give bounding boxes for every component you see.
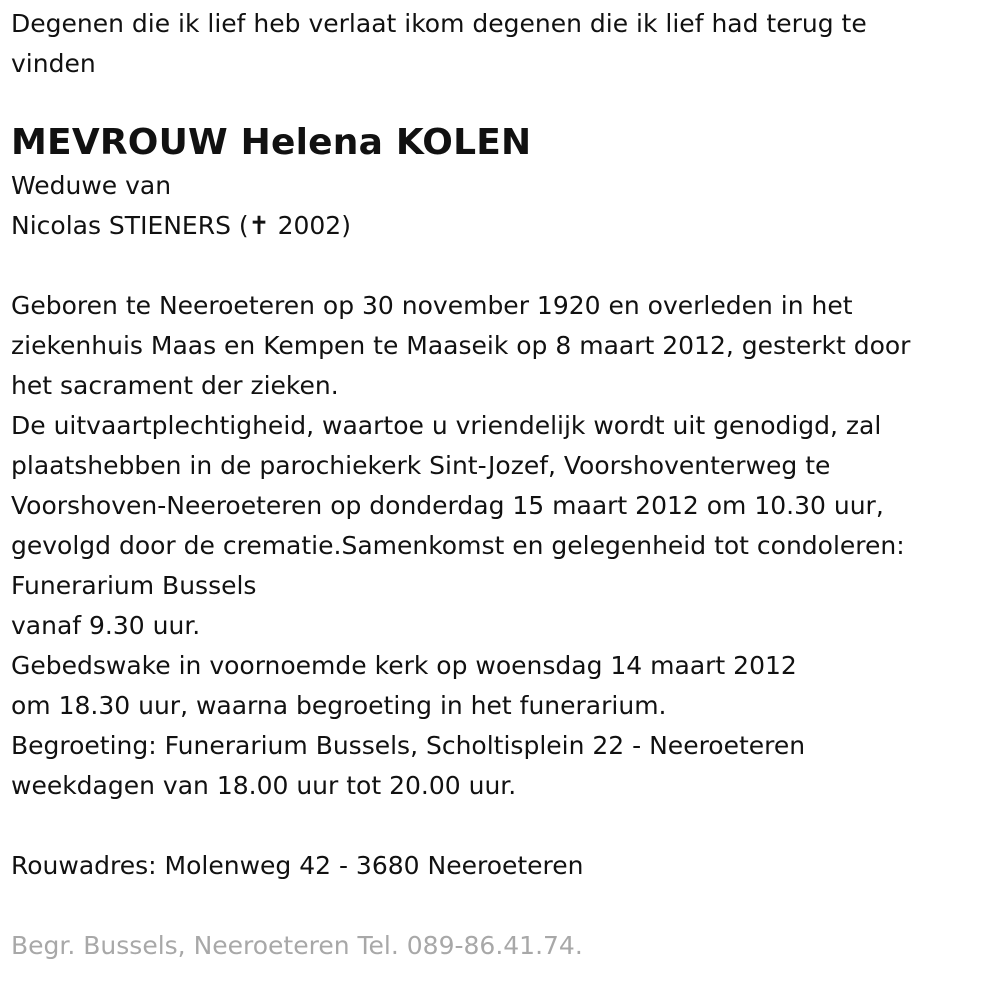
funeral-director-footer: Begr. Bussels, Neeroeteren Tel. 089-86.41.74. <box>11 931 583 960</box>
body-line: De uitvaartplechtigheid, waartoe u vriendelijk wordt uit genodigd, zal <box>11 411 882 440</box>
quote-line-1: Degenen die ik lief heb verlaat ikom degenen die ik lief had terug te <box>11 9 867 38</box>
announcement-body <box>11 286 988 806</box>
body-line: om 18.30 uur, waarna begroeting in het funerarium. <box>11 691 667 720</box>
opening-quote <box>11 4 988 84</box>
body-line: Funerarium Bussels <box>11 571 257 600</box>
body-line: het sacrament der zieken. <box>11 371 339 400</box>
spacer <box>11 886 988 926</box>
body-line: weekdagen van 18.00 uur tot 20.00 uur. <box>11 771 517 800</box>
deceased-name: MEVROUW Helena KOLEN <box>11 122 532 163</box>
spacer <box>11 806 988 846</box>
body-line: Geboren te Neeroeteren op 30 november 1920 en overleden in het <box>11 291 853 320</box>
body-line: Begroeting: Funerarium Bussels, Scholtisplein 22 - Neeroeteren <box>11 731 806 760</box>
body-line: ziekenhuis Maas en Kempen te Maaseik op 8 maart 2012, gesterkt door <box>11 331 911 360</box>
body-line: Voorshoven-Neeroeteren op donderdag 15 maart 2012 om 10.30 uur, <box>11 491 884 520</box>
body-line: plaatshebben in de parochiekerk Sint-Jozef, Voorshoventerweg te <box>11 451 831 480</box>
widow-of-label: Weduwe van <box>11 171 172 200</box>
body-line: vanaf 9.30 uur. <box>11 611 201 640</box>
spouse-name: Nicolas STIENERS (✝ 2002) <box>11 211 351 240</box>
spacer <box>11 246 988 286</box>
quote-line-2: vinden <box>11 49 96 78</box>
mourning-address: Rouwadres: Molenweg 42 - 3680 Neeroeteren <box>11 851 584 880</box>
body-line: gevolgd door de crematie.Samenkomst en gelegenheid tot condoleren: <box>11 531 905 560</box>
body-line: Gebedswake in voornoemde kerk op woensdag 14 maart 2012 <box>11 651 797 680</box>
